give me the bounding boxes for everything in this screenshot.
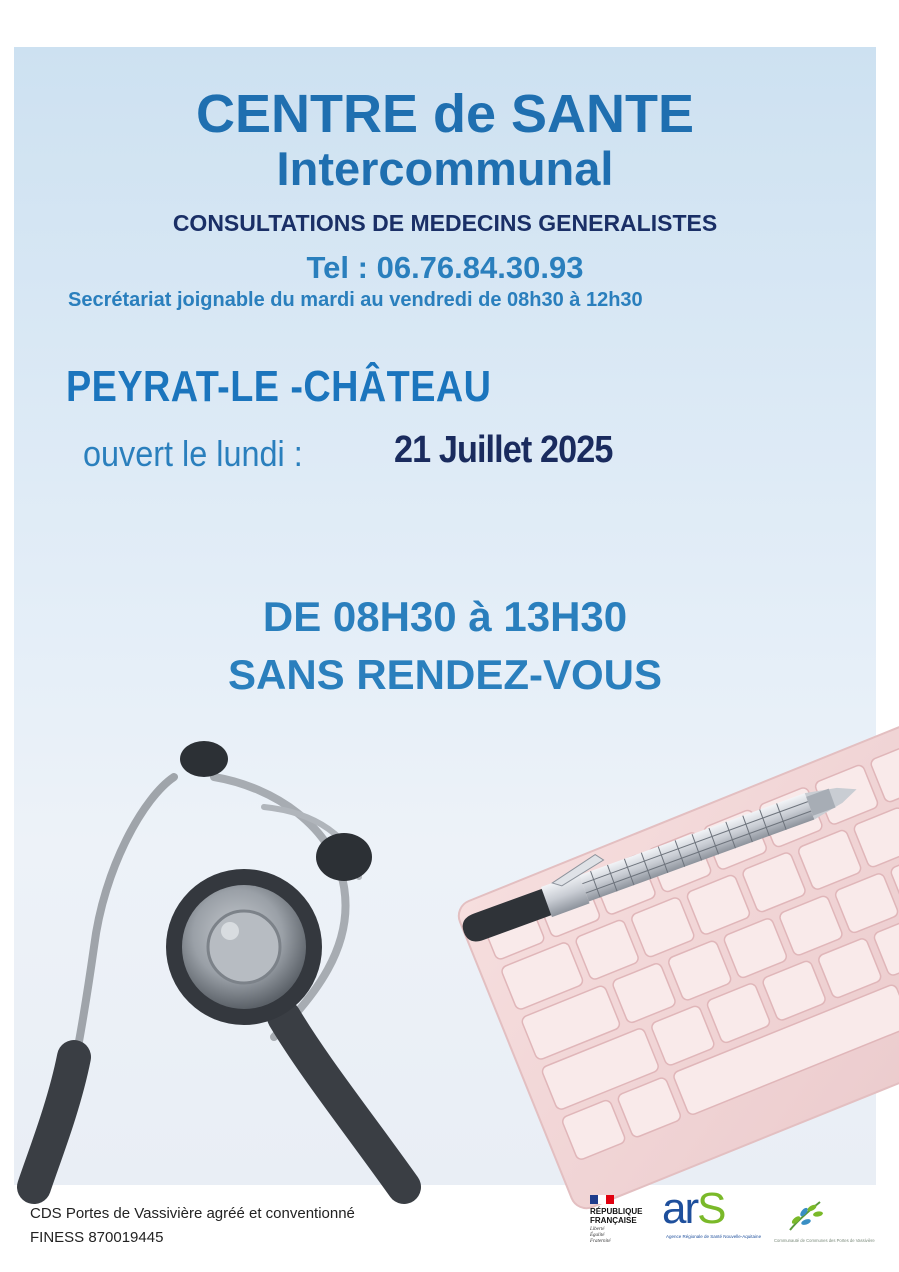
earpiece-right: [316, 833, 372, 881]
ars-logo: [660, 1184, 762, 1252]
secretariat-hours: Secrétariat joignable du mardi au vendredi de 08h30 à 12h30: [68, 289, 643, 311]
svg-text:Communauté de Communes des Por: Communauté de Communes des Portes de Vassivière: [774, 1238, 875, 1243]
ars-subtitle: Agence Régionale de Santé Nouvelle-Aquitaine: [666, 1234, 762, 1239]
republique-text: RÉPUBLIQUE FRANÇAISE: [590, 1207, 643, 1225]
title-intercommunal: Intercommunal: [276, 142, 614, 195]
keyboard-image: [454, 712, 899, 1213]
phone-number: Tel : 06.76.84.30.93: [306, 250, 584, 285]
ars-wordmark: arS: [662, 1184, 725, 1233]
consultations-heading: CONSULTATIONS DE MEDECINS GENERALISTES: [172, 210, 718, 236]
footer-accreditation: CDS Portes de Vassivière agréé et conventionné: [30, 1205, 355, 1222]
poster: [14, 47, 876, 1185]
earpiece-left: [180, 741, 228, 777]
title-centre-de-sante: CENTRE de SANTE: [195, 84, 695, 144]
republique-motto: Liberté Égalité Fraternité: [590, 1227, 611, 1244]
french-flag-icon: [590, 1195, 614, 1204]
medical-desk-illustration: [14, 717, 876, 1185]
town-name: PEYRAT-LE -CHÂTEAU: [66, 362, 492, 411]
no-appointment-text: SANS RENDEZ-VOUS: [227, 651, 663, 698]
leaf-branch-icon: [770, 1190, 875, 1260]
community-logo: [770, 1190, 875, 1260]
opening-hours: DE 08H30 à 13H30: [262, 593, 628, 640]
opening-label: ouvert le lundi :: [83, 433, 303, 474]
republique-francaise-logo: [590, 1195, 650, 1255]
opening-date: 21 Juillet 2025: [394, 429, 613, 471]
footer-finess: FINESS 870019445: [30, 1229, 164, 1246]
